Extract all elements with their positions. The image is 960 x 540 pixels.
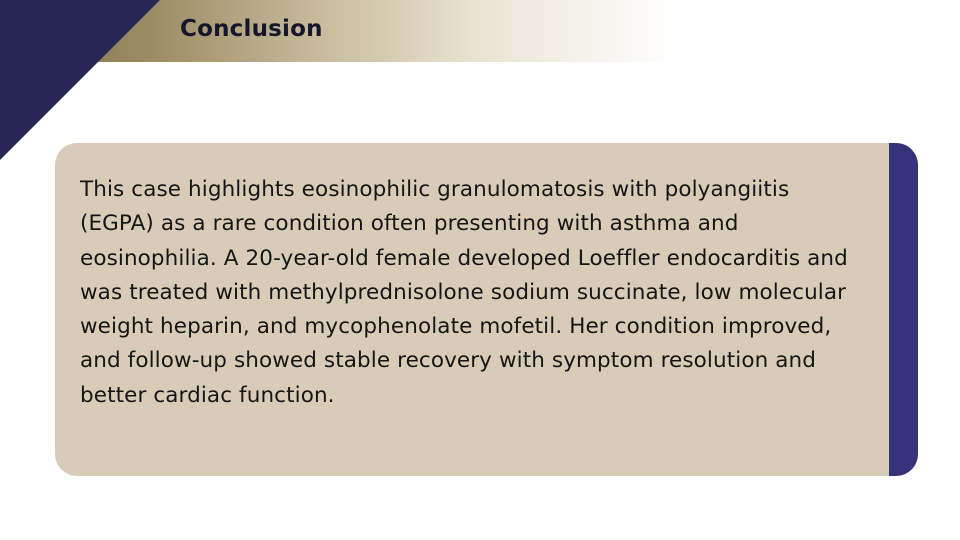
- conclusion-text: This case highlights eosinophilic granulomatosis with polyangiitis (EGPA) as a rare condition often presenting with asthma and eosinophilia. A 20-year-old female developed Loeffler endocarditis and was treated with methylprednisolone sodium succinate, low molecular weight heparin, and mycophenolate mofetil. Her condition improved, and follow-up showed stable recovery with symptom resolution and better cardiac function.: [80, 177, 848, 408]
- card-accent-bar: [889, 143, 918, 476]
- corner-triangle-decoration: [0, 0, 160, 160]
- slide-title: Conclusion: [180, 16, 323, 42]
- conclusion-card: [55, 143, 918, 476]
